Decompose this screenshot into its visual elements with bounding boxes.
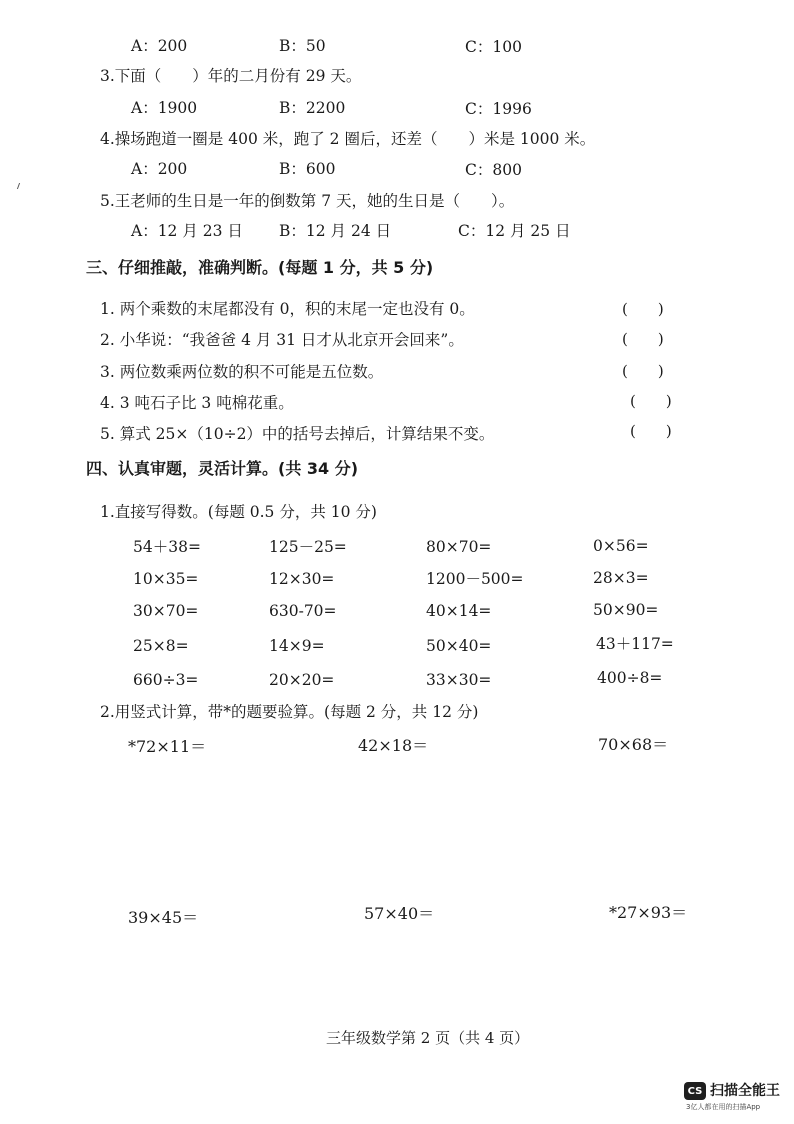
q3-stem: 3.下面（ ）年的二月份有 29 天。 bbox=[100, 67, 362, 85]
calc-r2-c4: 28×3= bbox=[593, 569, 649, 587]
calc-r2-c1: 10×35= bbox=[133, 570, 199, 588]
vertical-calc-1: *72×11＝ bbox=[128, 737, 207, 756]
q5-option-a: A：12 月 23 日 bbox=[131, 222, 243, 240]
judge-paren-4: ( ) bbox=[630, 392, 672, 410]
q5-option-c: C：12 月 25 日 bbox=[458, 222, 571, 240]
calc-r5-c3: 33×30= bbox=[426, 671, 492, 689]
camscanner-logo-icon: CS bbox=[684, 1082, 706, 1100]
judge-item-5: 5. 算式 25×（10÷2）中的括号去掉后，计算结果不变。 bbox=[100, 425, 495, 443]
calc-r1-c2: 125－25= bbox=[269, 538, 347, 556]
judge-paren-2: ( ) bbox=[622, 330, 664, 348]
q4-option-b: B：600 bbox=[279, 160, 336, 178]
part2-title: 2.用竖式计算，带*的题要验算。(每题 2 分，共 12 分) bbox=[100, 703, 479, 721]
q4-option-a: A：200 bbox=[131, 160, 188, 178]
q4-option-c: C：800 bbox=[465, 161, 522, 179]
q5-option-b: B：12 月 24 日 bbox=[279, 222, 392, 240]
q2-option-b: B：50 bbox=[279, 37, 326, 55]
judge-item-1: 1. 两个乘数的末尾都没有 0，积的末尾一定也没有 0。 bbox=[100, 300, 475, 318]
calc-r1-c1: 54＋38= bbox=[133, 538, 201, 556]
calc-r4-c1: 25×8= bbox=[133, 637, 189, 655]
calc-r1-c3: 80×70= bbox=[426, 538, 492, 556]
q2-option-c: C：100 bbox=[465, 38, 522, 56]
watermark-subtitle: 3亿人都在用的扫描App bbox=[686, 1103, 761, 1111]
q4-stem: 4.操场跑道一圈是 400 米，跑了 2 圈后，还差（ ）米是 1000 米。 bbox=[100, 130, 596, 148]
vertical-calc-2: 42×18＝ bbox=[358, 736, 429, 755]
calc-r5-c4: 400÷8= bbox=[597, 669, 663, 687]
calc-r4-c3: 50×40= bbox=[426, 637, 492, 655]
section4-title: 四、认真审题，灵活计算。(共 34 分) bbox=[86, 459, 359, 478]
q3-option-a: A：1900 bbox=[131, 99, 198, 117]
calc-r4-c2: 14×9= bbox=[269, 637, 325, 655]
calc-r3-c3: 40×14= bbox=[426, 602, 492, 620]
calc-r4-c4: 43＋117= bbox=[596, 635, 674, 653]
calc-r3-c2: 630-70= bbox=[269, 602, 337, 620]
watermark-name: 扫描全能王 bbox=[710, 1083, 780, 1099]
calc-r5-c1: 660÷3= bbox=[133, 671, 199, 689]
q3-option-b: B：2200 bbox=[279, 99, 346, 117]
page-footer: 三年级数学第 2 页（共 4 页） bbox=[326, 1029, 530, 1047]
vertical-calc-5: 57×40＝ bbox=[364, 904, 435, 923]
calc-r3-c1: 30×70= bbox=[133, 602, 199, 620]
calc-r2-c3: 1200－500= bbox=[426, 570, 524, 588]
judge-paren-5: ( ) bbox=[630, 422, 672, 440]
scan-mark bbox=[17, 183, 24, 189]
calc-r5-c2: 20×20= bbox=[269, 671, 335, 689]
calc-r3-c4: 50×90= bbox=[593, 601, 659, 619]
judge-paren-3: ( ) bbox=[622, 362, 664, 380]
q5-stem: 5.王老师的生日是一年的倒数第 7 天，她的生日是（ ）。 bbox=[100, 192, 515, 210]
vertical-calc-3: 70×68＝ bbox=[598, 735, 669, 754]
q2-option-a: A：200 bbox=[131, 37, 188, 55]
judge-item-4: 4. 3 吨石子比 3 吨棉花重。 bbox=[100, 394, 294, 412]
vertical-calc-4: 39×45＝ bbox=[128, 908, 199, 927]
section3-title: 三、仔细推敲，准确判断。(每题 1 分，共 5 分) bbox=[86, 258, 434, 277]
calc-r1-c4: 0×56= bbox=[593, 537, 649, 555]
judge-item-3: 3. 两位数乘两位数的积不可能是五位数。 bbox=[100, 363, 384, 381]
judge-item-2: 2. 小华说：“我爸爸 4 月 31 日才从北京开会回来”。 bbox=[100, 331, 464, 349]
judge-paren-1: ( ) bbox=[622, 300, 664, 318]
vertical-calc-6: *27×93＝ bbox=[609, 903, 688, 922]
q3-option-c: C：1996 bbox=[465, 100, 532, 118]
calc-r2-c2: 12×30= bbox=[269, 570, 335, 588]
part1-title: 1.直接写得数。(每题 0.5 分，共 10 分) bbox=[100, 503, 377, 521]
